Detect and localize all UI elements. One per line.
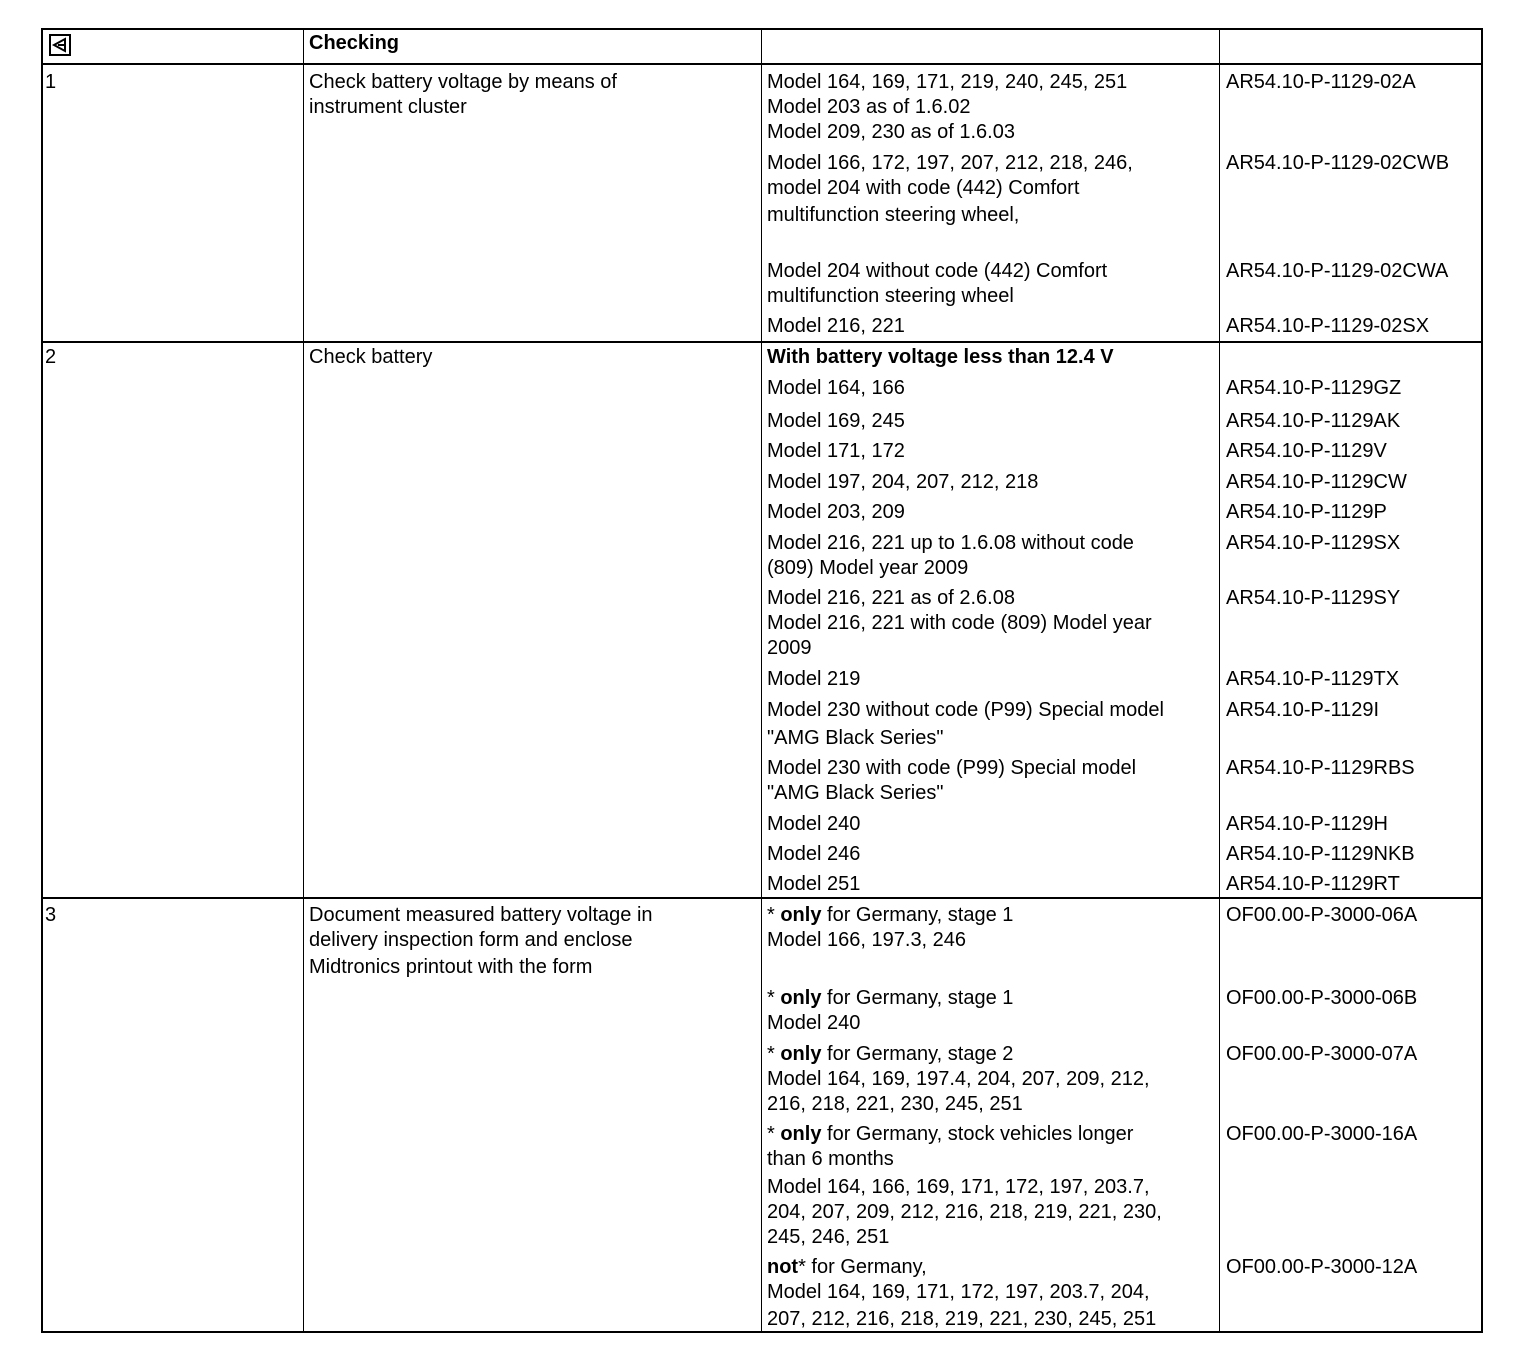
arrow-left-icon[interactable] — [49, 34, 71, 56]
step-description: Document measured battery voltage in — [309, 904, 653, 926]
model-text: Model 240 — [767, 813, 861, 835]
model-text: Model 203, 209 — [767, 501, 905, 523]
market-condition: not* for Germany, — [767, 1256, 927, 1278]
model-text: "AMG Black Series" — [767, 727, 944, 749]
model-text: Model 246 — [767, 843, 861, 865]
model-text: multifunction steering wheel — [767, 285, 1014, 307]
reference-link[interactable]: AR54.10-P-1129SY — [1226, 587, 1401, 609]
model-text: Model 240 — [767, 1012, 861, 1034]
reference-link[interactable]: AR54.10-P-1129-02CWA — [1226, 260, 1449, 282]
step-description: Check battery — [309, 346, 433, 368]
model-text: Model 164, 169, 197.4, 204, 207, 209, 212, — [767, 1068, 1150, 1090]
reference-link[interactable]: AR54.10-P-1129V — [1226, 440, 1387, 462]
column-divider — [303, 30, 304, 1331]
model-text: Model 197, 204, 207, 212, 218 — [767, 471, 1039, 493]
model-text: 204, 207, 209, 212, 216, 218, 219, 221, 230, — [767, 1201, 1162, 1223]
reference-link[interactable]: AR54.10-P-1129I — [1226, 699, 1380, 721]
model-text: multifunction steering wheel, — [767, 204, 1020, 226]
step-description: instrument cluster — [309, 96, 467, 118]
model-text: Model 230 with code (P99) Special model — [767, 757, 1137, 779]
reference-link[interactable]: AR54.10-P-1129SX — [1226, 532, 1401, 554]
model-text: Model 164, 166, 169, 171, 172, 197, 203.7, — [767, 1176, 1150, 1198]
market-condition: * only for Germany, stage 1 — [767, 904, 1014, 926]
model-text: Model 216, 221 — [767, 315, 905, 337]
model-text: Model 169, 245 — [767, 410, 905, 432]
model-text: Model 251 — [767, 873, 861, 895]
reference-link[interactable]: AR54.10-P-1129NKB — [1226, 843, 1415, 865]
model-text: Model 171, 172 — [767, 440, 905, 462]
model-text: Model 166, 197.3, 246 — [767, 929, 967, 951]
model-text: 2009 — [767, 637, 812, 659]
reference-link[interactable]: AR54.10-P-1129RBS — [1226, 757, 1415, 779]
model-text: Model 209, 230 as of 1.6.03 — [767, 121, 1015, 143]
model-text: Model 166, 172, 197, 207, 212, 218, 246, — [767, 152, 1133, 174]
model-text: (809) Model year 2009 — [767, 557, 969, 579]
model-text: "AMG Black Series" — [767, 782, 944, 804]
reference-link[interactable]: AR54.10-P-1129CW — [1226, 471, 1407, 493]
model-text: Model 164, 166 — [767, 377, 905, 399]
row-divider — [43, 341, 1481, 343]
step-description: delivery inspection form and enclose — [309, 929, 633, 951]
market-condition: * only for Germany, stock vehicles longer — [767, 1123, 1134, 1145]
model-text: Model 216, 221 with code (809) Model year — [767, 612, 1152, 634]
step-number: 3 — [45, 904, 57, 926]
reference-link[interactable]: OF00.00-P-3000-06B — [1226, 987, 1418, 1009]
reference-link[interactable]: AR54.10-P-1129-02SX — [1226, 315, 1430, 337]
reference-link[interactable]: AR54.10-P-1129-02CWB — [1226, 152, 1450, 174]
reference-link[interactable]: AR54.10-P-1129TX — [1226, 668, 1400, 690]
model-text: than 6 months — [767, 1148, 894, 1170]
reference-link[interactable]: AR54.10-P-1129RT — [1226, 873, 1400, 895]
market-condition: * only for Germany, stage 2 — [767, 1043, 1014, 1065]
model-text: Model 219 — [767, 668, 861, 690]
model-text: Model 164, 169, 171, 172, 197, 203.7, 204, — [767, 1281, 1150, 1303]
market-condition: * only for Germany, stage 1 — [767, 987, 1014, 1009]
model-text: Model 204 without code (442) Comfort — [767, 260, 1108, 282]
reference-link[interactable]: AR54.10-P-1129-02A — [1226, 71, 1416, 93]
row-divider — [43, 897, 1481, 899]
reference-link[interactable]: AR54.10-P-1129H — [1226, 813, 1388, 835]
reference-link[interactable]: AR54.10-P-1129AK — [1226, 410, 1401, 432]
model-text: Model 203 as of 1.6.02 — [767, 96, 971, 118]
reference-link[interactable]: AR54.10-P-1129P — [1226, 501, 1387, 523]
step-description: Check battery voltage by means of — [309, 71, 617, 93]
model-text: Model 164, 169, 171, 219, 240, 245, 251 — [767, 71, 1128, 93]
model-text: Model 216, 221 as of 2.6.08 — [767, 587, 1015, 609]
step-number: 2 — [45, 346, 57, 368]
procedure-table — [41, 28, 1483, 1333]
model-text: 245, 246, 251 — [767, 1226, 890, 1248]
model-text: model 204 with code (442) Comfort — [767, 177, 1080, 199]
reference-link[interactable]: OF00.00-P-3000-12A — [1226, 1256, 1418, 1278]
model-text: 216, 218, 221, 230, 245, 251 — [767, 1093, 1023, 1115]
condition-heading: With battery voltage less than 12.4 V — [767, 346, 1114, 368]
step-number: 1 — [45, 71, 57, 93]
reference-link[interactable]: OF00.00-P-3000-07A — [1226, 1043, 1418, 1065]
page-title: Checking — [309, 32, 400, 54]
reference-link[interactable]: OF00.00-P-3000-16A — [1226, 1123, 1418, 1145]
reference-link[interactable]: AR54.10-P-1129GZ — [1226, 377, 1402, 399]
model-text: Model 230 without code (P99) Special model — [767, 699, 1164, 721]
step-description: Midtronics printout with the form — [309, 956, 593, 978]
column-divider — [761, 30, 762, 1331]
row-divider — [43, 63, 1481, 65]
reference-link[interactable]: OF00.00-P-3000-06A — [1226, 904, 1418, 926]
model-text: Model 216, 221 up to 1.6.08 without code — [767, 532, 1134, 554]
column-divider — [1219, 30, 1220, 1331]
model-text: 207, 212, 216, 218, 219, 221, 230, 245, 251 — [767, 1308, 1157, 1330]
